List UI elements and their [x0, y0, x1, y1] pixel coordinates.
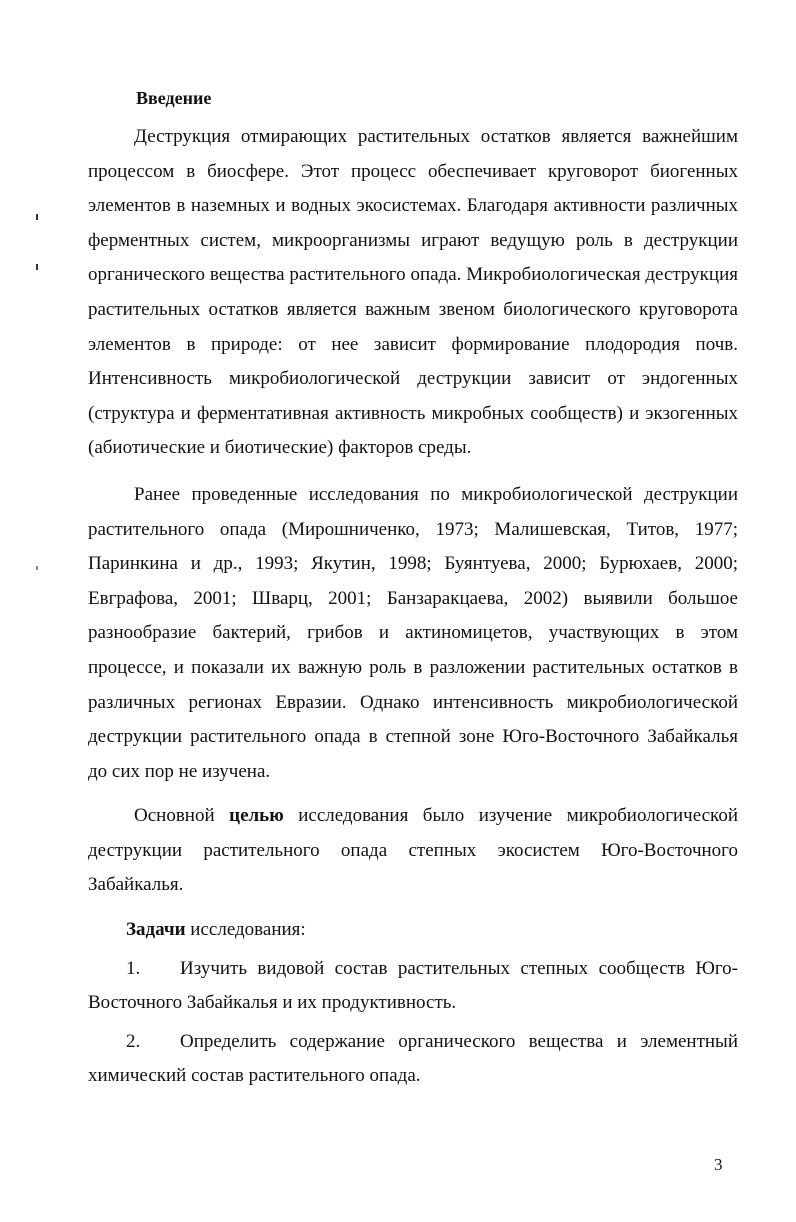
task-number: 2. — [126, 1030, 141, 1052]
intro-paragraph: Деструкция отмирающих растительных остатков является важнейшим процессом в биосфере. Этот процесс обеспечивает круговорот биогенных элементов в наземных и водных экосистемах. Благодаря активности различных ферментных систем, микроорганизмы играют ведущую роль в деструкции органического вещества растительного опада. Микробиологическая деструкция растительных остатков является важным звеном биологического круговорота элементов в природе: от нее зависит формирование плодородия почв. Интенсивность микробиологической деструкции зависит от эндогенных (структура и ферментативная активность микробных сообществ) и экзогенных (абиотические и биотические) факторов среды. — [88, 126, 738, 459]
prior-research-paragraph: Ранее проведенные исследования по микробиологической деструкции растительного опада (Мирошниченко, 1973; Малишевская, Титов, 1977; Паринкина и др., 1993; Якутин, 1998; Буянтуева, 2000; Бурюхаев, 2000; Евграфова, 2001; Шварц, 2001; Банзаракцаева, 2002) выявили большое разнообразие бактерий, грибов и актиномицетов, участвующих в этом процессе, и показали их важную роль в разложении растительных остатков в различных регионах Евразии. Однако интенсивность микробиологической деструкции растительного опада в степной зоне Юго-Восточного Забайкалья до сих пор не изучена. — [88, 483, 738, 782]
scan-margin-mark — [36, 566, 38, 570]
tasks-heading-emphasis: Задачи — [126, 919, 186, 941]
task-item — [88, 952, 738, 1021]
task-number: 1. — [126, 957, 141, 979]
goal-emphasis: целью — [229, 805, 284, 827]
goal-text-before: Основной — [134, 805, 230, 827]
goal-text-after: исследования было изучение микробиологической деструкции растительного опада степных экосистем Юго-Восточного Забайкалья. — [88, 805, 738, 896]
page-number: 3 — [714, 1155, 723, 1174]
task-item — [88, 1025, 738, 1094]
section-heading: Введение — [136, 88, 212, 108]
scan-margin-mark — [36, 214, 38, 220]
task-text: Определить содержание органического вещества и элементный химический состав растительного опада. — [88, 1030, 738, 1087]
scan-margin-mark — [36, 264, 38, 270]
tasks-heading — [88, 913, 738, 948]
task-text: Изучить видовой состав растительных степных сообществ Юго-Восточного Забайкалья и их продуктивность. — [88, 957, 738, 1014]
goal-paragraph — [88, 799, 738, 903]
tasks-heading-text: исследования: — [185, 919, 306, 941]
document-page — [88, 84, 738, 1098]
